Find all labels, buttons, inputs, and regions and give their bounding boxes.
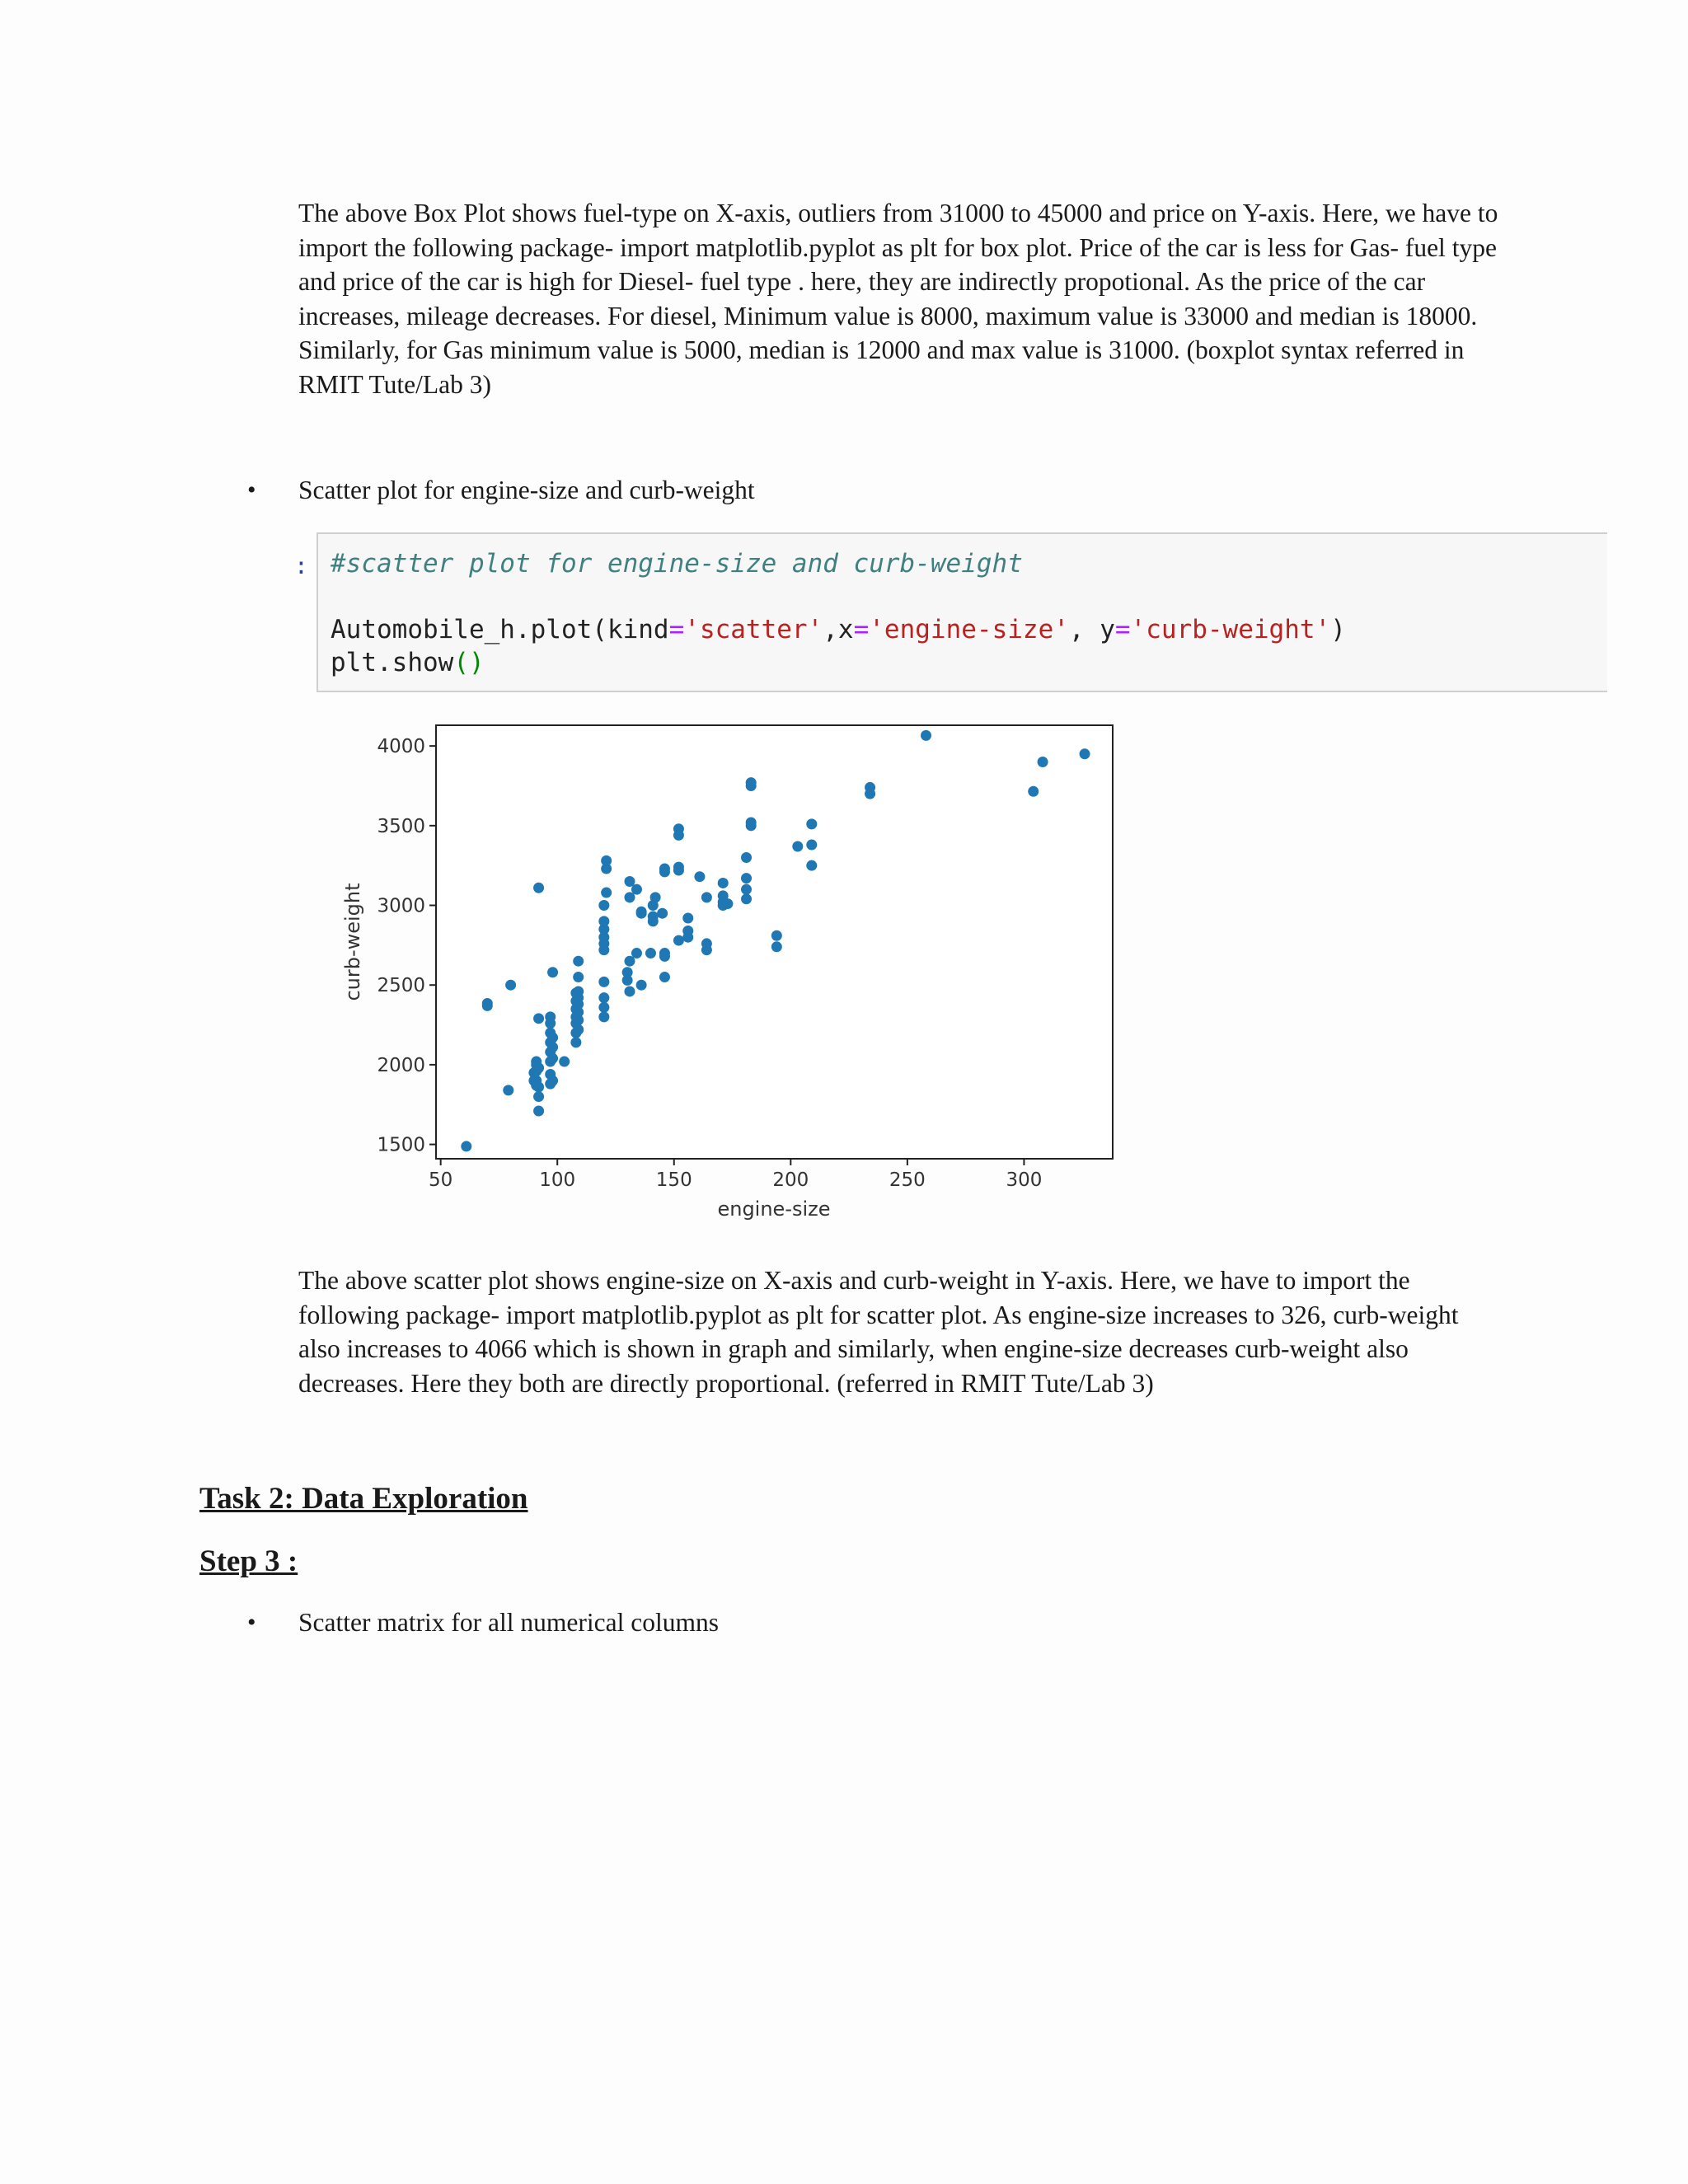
scatter-point	[701, 892, 712, 902]
scatter-point	[624, 986, 635, 996]
scatter-point	[673, 862, 684, 873]
y-tick-label: 3500	[377, 815, 425, 837]
x-tick-label: 50	[429, 1169, 453, 1191]
boxplot-description: The above Box Plot shows fuel-type on X-axis, outliers from 31000 to 45000 and price on Y-axis. Here, we have to import the following package- import matplotlib.pyplot as plt for box plot. Price of the car is less for Gas- fuel type and price of the car is high for Diesel- fuel type . here, they are indirectly propotional. As the price of the car increases, mileage decreases. For diesel, Minimum value is 8000, maximum value is 33000 and median is 18000. Similarly, for Gas minimum value is 5000, median is 12000 and max value is 31000. (boxplot syntax referred in RMIT Tute/Lab 3)	[298, 199, 1498, 399]
code-operator: =	[668, 615, 685, 644]
scatter-point	[598, 1011, 609, 1022]
y-axis-ticks	[377, 736, 436, 1155]
scatter-point	[921, 730, 931, 741]
scatter-point	[533, 1091, 544, 1102]
scatter-point	[573, 972, 584, 982]
scatter-point	[573, 986, 584, 996]
task-heading: Task 2: Data Exploration	[199, 1482, 528, 1516]
scatter-point	[865, 782, 875, 793]
code-token: )	[1330, 615, 1346, 644]
y-tick-label: 1500	[377, 1134, 425, 1156]
y-tick-label: 3000	[377, 895, 425, 917]
x-tick-label: 200	[772, 1169, 809, 1191]
scatter-chart	[330, 709, 1137, 1236]
x-tick-label: 100	[539, 1169, 576, 1191]
scatter-point	[746, 777, 757, 788]
scatter-point	[533, 1013, 544, 1024]
bullet-scatter-plot-label: Scatter plot for engine-size and curb-weight	[298, 476, 755, 504]
scatter-point	[659, 951, 670, 962]
bullet-dot: •	[247, 476, 256, 504]
scatter-point	[741, 852, 752, 863]
scatter-point	[771, 930, 782, 941]
code-string: 'scatter'	[684, 615, 823, 644]
code-line-comment	[331, 547, 1607, 580]
scatter-point	[694, 871, 705, 882]
scatter-point	[547, 1033, 558, 1043]
code-line-show	[331, 646, 1607, 679]
scatter-point	[806, 818, 817, 829]
x-axis-ticks	[429, 1159, 1042, 1191]
y-tick-label: 4000	[377, 736, 425, 758]
scatter-point	[533, 1062, 544, 1073]
bullet-scatter-matrix-label: Scatter matrix for all numerical columns	[298, 1608, 719, 1637]
scatter-point	[547, 1042, 558, 1052]
scatter-point	[598, 1002, 609, 1013]
scatter-description: The above scatter plot shows engine-size on X-axis and curb-weight in Y-axis. Here, we have to import the following package- import matplotlib.pyplot as plt for scatter plot. As engine-size increases to 326, curb-weight also increases to 4066 which is shown in graph and similarly, when engine-size decreases curb-weight also decreases. Here they both are directly proportional. (referred in RMIT Tute/Lab 3)	[298, 1266, 1459, 1398]
cell-prompt: :	[294, 552, 308, 579]
y-tick-label: 2500	[377, 975, 425, 997]
code-operator: =	[853, 615, 870, 644]
code-comment: #scatter plot for engine-size and curb-weight	[331, 549, 1023, 579]
scatter-point	[598, 900, 609, 911]
x-tick-label: 250	[889, 1169, 926, 1191]
scatter-point	[559, 1057, 570, 1067]
code-parens: ()	[453, 648, 485, 677]
code-string: 'curb-weight'	[1130, 615, 1331, 644]
code-token: ,x	[823, 615, 854, 644]
scatter-point	[673, 823, 684, 834]
scatter-point	[657, 908, 668, 919]
scatter-point	[741, 884, 752, 895]
scatter-point	[545, 1011, 556, 1022]
code-line-blank	[331, 580, 1607, 613]
scatter-point	[806, 860, 817, 871]
scatter-point	[645, 948, 656, 958]
scatter-point	[650, 892, 661, 902]
scatter-point	[601, 888, 612, 898]
scatter-point	[718, 878, 729, 888]
scatter-point	[792, 841, 803, 851]
scatter-point	[631, 884, 642, 895]
scatter-point	[547, 1053, 558, 1064]
scatter-point	[636, 980, 647, 991]
code-line-plot	[331, 613, 1607, 646]
code-operator: =	[1114, 615, 1131, 644]
scatter-point	[1038, 757, 1048, 767]
scatter-point	[547, 967, 558, 977]
scatter-point	[722, 898, 733, 909]
scatter-point	[570, 1037, 581, 1047]
scatter-point	[598, 916, 609, 926]
scatter-point	[701, 938, 712, 949]
x-tick-label: 150	[655, 1169, 692, 1191]
scatter-point	[673, 935, 684, 946]
bullet-dot: •	[247, 1609, 256, 1636]
y-axis-label: curb-weight	[341, 883, 364, 1001]
scatter-point	[533, 1081, 544, 1092]
code-token: plt.show	[331, 648, 454, 677]
code-cell[interactable]	[316, 532, 1607, 692]
scatter-point	[503, 1085, 513, 1095]
scatter-point	[601, 855, 612, 866]
scatter-point	[741, 893, 752, 904]
scatter-point	[741, 873, 752, 883]
scatter-point	[598, 992, 609, 1003]
scatter-point	[682, 912, 693, 923]
scatter-point	[547, 1076, 558, 1086]
scatter-point	[505, 980, 516, 991]
step-heading: Step 3 :	[199, 1544, 298, 1578]
code-string: 'engine-size'	[869, 615, 1069, 644]
scatter-point	[771, 941, 782, 952]
code-token: , y	[1068, 615, 1115, 644]
x-tick-label: 300	[1006, 1169, 1043, 1191]
scatter-point	[1080, 748, 1090, 759]
y-tick-label: 2000	[377, 1054, 425, 1076]
scatter-point	[573, 956, 584, 967]
x-axis-label: engine-size	[717, 1197, 831, 1221]
scatter-point	[573, 1024, 584, 1035]
scatter-point	[806, 840, 817, 851]
scatter-point	[746, 817, 757, 827]
scatter-point	[461, 1141, 471, 1151]
scatter-point	[482, 1001, 493, 1011]
scatter-point	[598, 977, 609, 987]
scatter-point	[659, 972, 670, 982]
scatter-point	[622, 967, 633, 977]
scatter-point	[659, 864, 670, 874]
code-token: Automobile_h.plot(kind	[331, 615, 669, 644]
scatter-point	[648, 912, 659, 922]
scatter-point	[533, 883, 544, 893]
scatter-point	[636, 907, 647, 917]
scatter-point	[533, 1105, 544, 1116]
scatter-point	[631, 948, 642, 958]
scatter-point	[682, 926, 693, 936]
scatter-point	[1028, 786, 1039, 797]
